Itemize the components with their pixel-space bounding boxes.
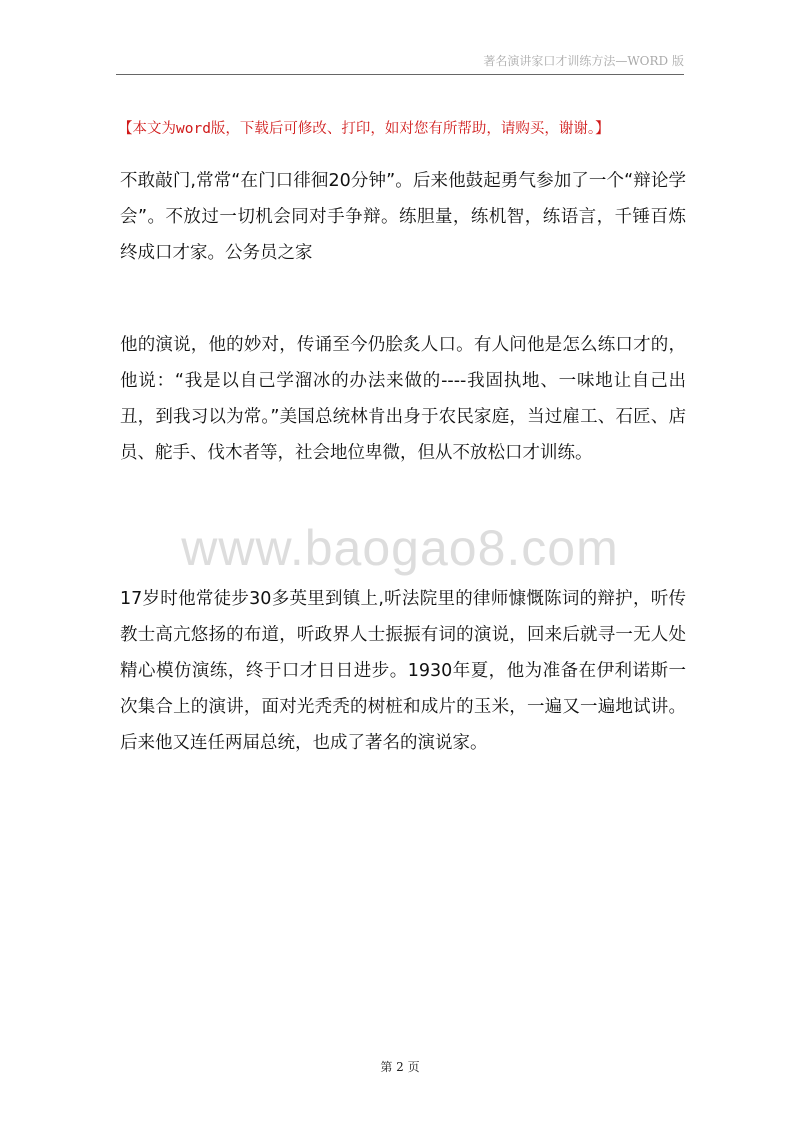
watermark: www.baogao8.com — [181, 520, 619, 576]
paragraph-1: 不敢敲门,常常“在门口徘徊20分钟”。后来他鼓起勇气参加了一个“辩论学会”。不放过一切机会同对手争辩。练胆量，练机智，练语言，千锤百炼终成口才家。公务员之家 — [120, 171, 686, 263]
paragraph-2: 他的演说，他的妙对，传诵至今仍脍炙人口。有人问他是怎么练口才的，他说：“我是以自己学溜冰的办法来做的----我固执地、一味地让自己出丑，到我习以为常。”美国总统林肯出身于农民家庭，当过雇工、石匠、店员、舵手、伐木者等，社会地位卑微，但从不放松口才训练。 — [120, 335, 686, 463]
page-number: 第 2 页 — [380, 1060, 420, 1074]
header-divider — [116, 74, 684, 75]
paragraph-3: 17岁时他常徒步30多英里到镇上,听法院里的律师慷慨陈词的辩护，听传教士高亢悠扬的布道，听政界人士振振有词的演说，回来后就寻一无人处精心模仿演练，终于口才日日进步。1930年夏，他为准备在伊利诺斯一次集合上的演讲，面对光秃秃的树桩和成片的玉米，一遍又一遍地试讲。后来他又连任两届总统，也成了著名的演说家。 — [120, 589, 686, 753]
running-header: 著名演讲家口才训练方法—WORD 版 — [483, 54, 684, 68]
download-notice: 【本文为word版，下载后可修改、打印，如对您有所帮助，请购买，谢谢。】 — [118, 121, 610, 137]
